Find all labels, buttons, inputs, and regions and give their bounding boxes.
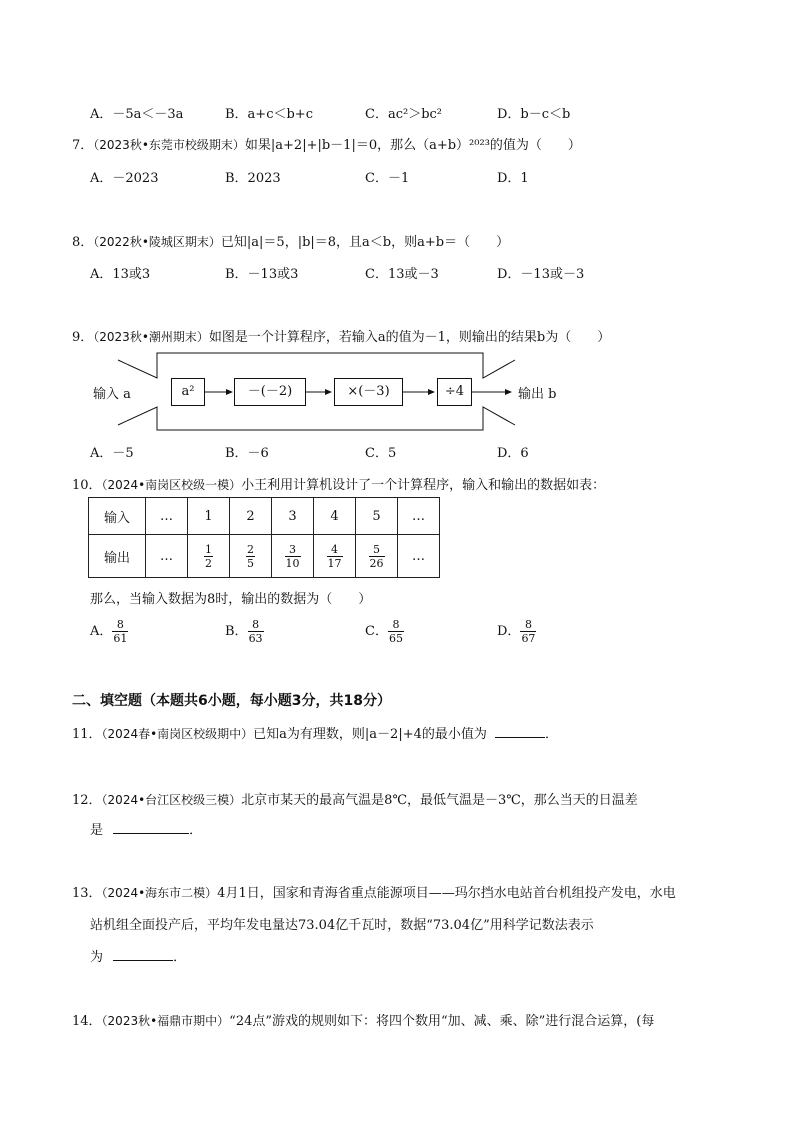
q10-options: [90, 618, 730, 652]
q10-output-cell: [230, 535, 272, 578]
q9-output-label: 输出 b: [518, 387, 557, 402]
q10-io-table: [88, 497, 440, 578]
q10-input-cell: 4: [314, 498, 356, 535]
q10-source: （2024•南岗区校级一模）: [101, 478, 242, 492]
q11-source: （2024春•南岗区校级期中）: [101, 727, 254, 741]
q13-source: （2024•海东市二模）: [101, 886, 218, 900]
fraction: $\frac{2}{5}$: [247, 542, 254, 570]
q10-number: 10．: [72, 478, 102, 493]
q8-option-c[interactable]: C．13或－3: [365, 267, 439, 282]
q12-source: （2024•台江区校级三模）: [101, 793, 242, 807]
q7-option-d[interactable]: D．1: [497, 171, 529, 186]
q10-output-cell: [272, 535, 314, 578]
table-row: [89, 535, 440, 578]
q10-output-cell: [314, 535, 356, 578]
q8-option-d[interactable]: D．－13或－3: [497, 267, 585, 282]
q13-stem: [72, 882, 676, 901]
section-heading: 二、填空题（本题共6小题，每小题3分，共18分）: [72, 693, 391, 709]
q9-text: 如图是一个计算程序，若输入a的值为－1，则输出的结果b为（ ）: [208, 330, 611, 345]
q10-option-a[interactable]: A． $\frac{8}{61}$: [90, 618, 128, 645]
q10-output-header: 输出: [89, 535, 146, 578]
q7-option-a[interactable]: A．－2023: [90, 171, 159, 186]
q10-stem: [72, 474, 605, 493]
q11-answer-blank[interactable]: [495, 737, 545, 738]
q7-text: 如果|a+2|+|b－1|＝0，那么（a+b）²⁰²³的值为（ ）: [244, 138, 581, 153]
q13-line2: 站机组全面投产后，平均年发电量达73.04亿千瓦时，数据“73.04亿”用科学记数法表示: [90, 918, 594, 933]
q10-input-cell: …: [146, 498, 188, 535]
q8-number: 8．: [72, 235, 94, 250]
q14-stem: [72, 1010, 654, 1029]
q9-step-divide: ÷4: [437, 378, 472, 406]
q10-input-cell: 5: [356, 498, 398, 535]
q9-number: 9．: [72, 330, 94, 345]
q12-number: 12．: [72, 793, 102, 808]
q10-option-d[interactable]: D． $\frac{8}{67}$: [497, 618, 536, 645]
q8-text: 已知|a|＝5，|b|＝8，且a＜b，则a+b＝（ ）: [220, 235, 510, 250]
q7-source: （2023秋•东莞市校级期末）: [93, 138, 245, 152]
q9-step-subtract: －(－2): [234, 378, 306, 406]
q10-input-cell: 1: [188, 498, 230, 535]
q6-option-a[interactable]: A．－5a＜－3a: [90, 107, 184, 122]
q10-input-header: 输入: [89, 498, 146, 535]
q12-line2: 是 ．: [90, 823, 203, 838]
q6-option-d[interactable]: D．b－c＜b: [497, 107, 571, 122]
fraction: $\frac{8}{65}$: [388, 618, 403, 645]
q10-follow-up: 那么，当输入数据为8时，输出的数据为（ ）: [90, 592, 372, 607]
q6-option-c[interactable]: C．ac²＞bc²: [365, 107, 443, 122]
q10-input-cell: 3: [272, 498, 314, 535]
q11-number: 11．: [72, 727, 102, 742]
q9-option-b[interactable]: B．－6: [225, 446, 269, 461]
q9-option-d[interactable]: D．6: [497, 446, 529, 461]
q7-number: 7．: [72, 138, 94, 153]
q10-option-c[interactable]: C． $\frac{8}{65}$: [365, 618, 403, 645]
q9-input-label: 输入 a: [93, 387, 131, 402]
q10-output-cell: …: [398, 535, 440, 578]
q6-option-b[interactable]: B．a+c＜b+c: [225, 107, 313, 122]
fraction: $\frac{3}{10}$: [285, 542, 300, 570]
q14-number: 14．: [72, 1014, 102, 1029]
fraction: $\frac{8}{67}$: [521, 618, 536, 645]
q14-text: “24点”游戏的规则如下：将四个数用“加、减、乘、除”进行混合运算，(每: [229, 1014, 655, 1029]
q9-option-c[interactable]: C．5: [365, 446, 397, 461]
q10-output-cell: …: [146, 535, 188, 578]
q9-step-multiply: ×(－3): [334, 378, 403, 406]
q12-stem: [72, 789, 638, 808]
q7-option-b[interactable]: B．2023: [225, 171, 281, 186]
fraction: $\frac{8}{61}$: [113, 618, 128, 645]
q9-source: （2023秋•潮州期末）: [93, 330, 209, 344]
q14-source: （2023秋•福鼎市期中）: [101, 1014, 230, 1028]
q13-text: 4月1日，国家和青海省重点能源项目——玛尔挡水电站首台机组投产发电，水电: [217, 886, 676, 901]
q13-line3: 为 ．: [90, 950, 187, 965]
q8-option-b[interactable]: B．－13或3: [225, 267, 299, 282]
q10-output-cell: [188, 535, 230, 578]
q12-text: 北京市某天的最高气温是8℃，最低气温是－3℃，那么当天的日温差: [241, 793, 638, 808]
q13-number: 13．: [72, 886, 102, 901]
fraction: $\frac{1}{2}$: [205, 542, 212, 570]
q11-stem: 11．（2024春•南岗区校级期中）已知a为有理数，则|a－2|+4的最小值为 ．: [72, 727, 559, 742]
q10-option-b[interactable]: B． $\frac{8}{63}$: [225, 618, 263, 645]
fraction: $\frac{5}{26}$: [369, 542, 384, 570]
q9-step-square: a²: [171, 378, 205, 406]
q10-output-cell: [356, 535, 398, 578]
q13-answer-blank[interactable]: [113, 960, 173, 961]
q10-text: 小王利用计算机设计了一个计算程序，输入和输出的数据如表：: [241, 478, 606, 493]
table-row: [89, 498, 440, 535]
q10-input-cell: …: [398, 498, 440, 535]
q9-option-a[interactable]: A．－5: [90, 446, 134, 461]
q8-option-a[interactable]: A．13或3: [90, 267, 151, 282]
fraction: $\frac{4}{17}$: [327, 542, 342, 570]
q7-option-c[interactable]: C．－1: [365, 171, 410, 186]
fraction: $\frac{8}{63}$: [248, 618, 263, 645]
q11-text: 已知a为有理数，则|a－2|+4的最小值为: [253, 727, 487, 742]
q8-source: （2022秋•陵城区期末）: [93, 235, 221, 249]
q10-input-cell: 2: [230, 498, 272, 535]
q12-answer-blank[interactable]: [113, 833, 189, 834]
q9-options: [90, 442, 730, 462]
